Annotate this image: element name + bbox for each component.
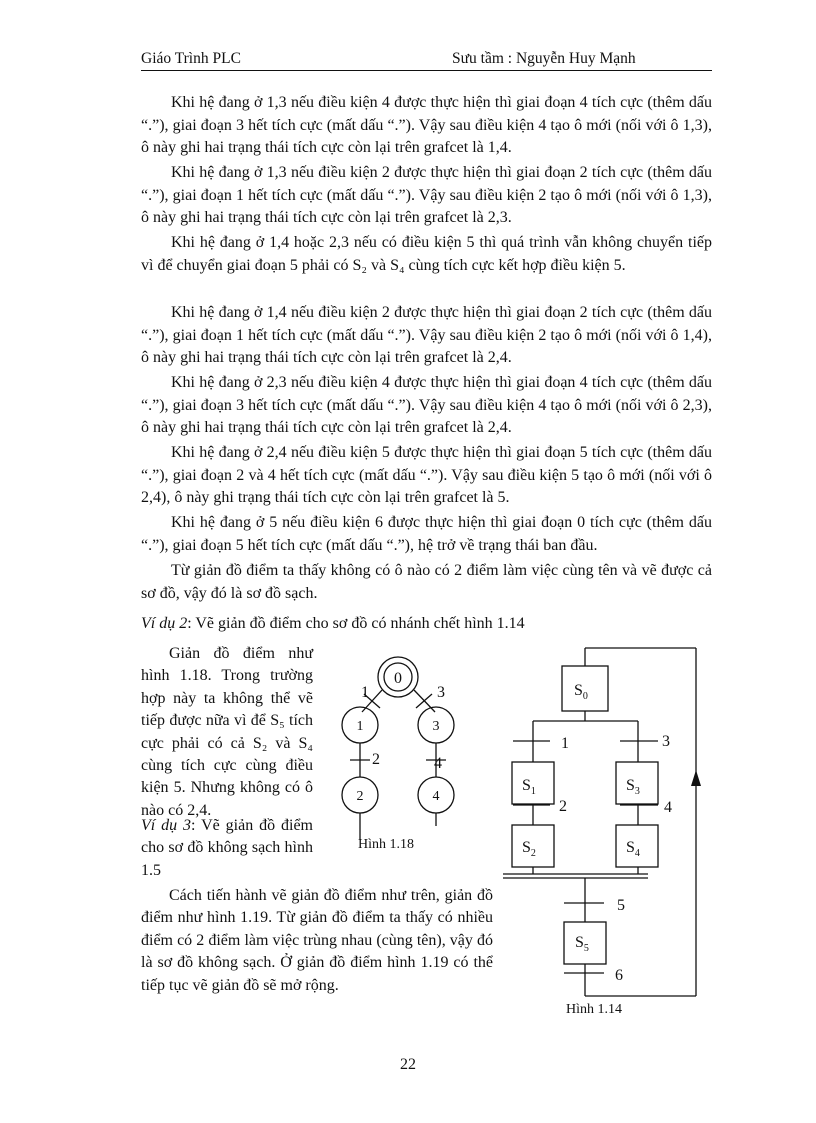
loop-arrow-icon bbox=[691, 770, 701, 786]
paragraph-6: Khi hệ đang ở 2,4 nếu điều kiện 5 được thực hiện thì giai đoạn 5 tích cực (thêm dấu “.”), giai đoạn 2 và 4 hết tích cực (mất dấu “.”). Vậy sau điều kiện 5 tạo ô mới (nối với ô 2,4), ô này ghi trạng thái tích cực còn lại trên grafcet là 5. bbox=[141, 444, 712, 506]
header-title: Giáo Trình PLC bbox=[141, 50, 241, 67]
node-2-label: 2 bbox=[356, 789, 364, 804]
example-3-line bbox=[141, 815, 313, 882]
condition-3-label: 3 bbox=[437, 684, 445, 701]
condition-3-label: 3 bbox=[662, 733, 670, 750]
column-paragraph-2: Cách tiến hành vẽ giản đồ điểm như trên, giản đồ điểm như hình 1.19. Từ giản đồ điểm ta thấy có nhiều điểm có 2 điểm làm việc trùng nhau (cùng tên), vậy đó là sơ đồ không sạch. Ở giản đồ điểm hình 1.19 có thể tiếp tục vẽ giản đồ sẽ mở rộng. bbox=[141, 887, 493, 994]
figure-1-18 bbox=[320, 640, 510, 850]
condition-1-label: 1 bbox=[361, 684, 369, 701]
step-s1-label: $S_1$ bbox=[522, 777, 536, 797]
figure-1-14 bbox=[500, 640, 720, 1010]
page-number: 22 bbox=[400, 1056, 416, 1073]
column-paragraph-1: Giản đồ điểm như hình 1.18. Trong trường hợp này ta không thể vẽ tiếp được nữa vì để S₅ tích cực phải có cả S₂ và S₄ cùng tích cực cùng điều kiện 5. Nhưng không có ô nào có 2,4. bbox=[141, 645, 313, 819]
paragraph-7: Khi hệ đang ở 5 nếu điều kiện 6 được thực hiện thì giai đoạn 0 tích cực (thêm dấu “.”), giai đoạn 5 hết tích cực (mất dấu “.”), hệ trở về trạng thái ban đầu. bbox=[141, 514, 712, 554]
condition-1-label: 1 bbox=[561, 735, 569, 752]
paragraph-3: Khi hệ đang ở 1,4 hoặc 2,3 nếu có điều kiện 5 thì quá trình vẫn không chuyển tiếp vì để chuyển giai đoạn 5 phải có S₂ và S₄ cùng tích cực kết hợp điều kiện 5. bbox=[141, 234, 712, 274]
step-s3-box bbox=[616, 762, 658, 804]
example-2-line bbox=[141, 613, 712, 636]
condition-6-label: 6 bbox=[615, 967, 623, 984]
step-s0-box bbox=[562, 666, 608, 711]
example-3-label: Ví dụ 3 bbox=[141, 817, 192, 834]
node-4-label: 4 bbox=[432, 789, 440, 804]
paragraph-1: Khi hệ đang ở 1,3 nếu điều kiện 4 được thực hiện thì giai đoạn 4 tích cực (thêm dấu “.”), giai đoạn 3 hết tích cực (mất dấu “.”). Vậy sau điều kiện 4 tạo ô mới (nối với ô 1,3), ô này ghi hai trạng thái tích cực còn lại trên grafcet là 1,4. bbox=[141, 94, 712, 156]
example-3-text: : Vẽ giản đồ điểm cho sơ đồ không sạch hình 1.5 bbox=[141, 817, 313, 879]
condition-4-label: 4 bbox=[664, 799, 672, 816]
paragraph-5: Khi hệ đang ở 2,3 nếu điều kiện 4 được thực hiện thì giai đoạn 4 tích cực (thêm dấu “.”), giai đoạn 3 hết tích cực (mất dấu “.”). Vậy sau điều kiện 4 tạo ô mới (nối với ô 2,3), ô này ghi hai trạng thái tích cực còn lại trên grafcet là 2,4. bbox=[141, 374, 712, 436]
header-rule bbox=[141, 70, 712, 71]
step-s1-box bbox=[512, 762, 554, 804]
condition-5-label: 5 bbox=[617, 897, 625, 914]
step-s4-label: $S_4$ bbox=[626, 839, 640, 859]
condition-2-label: 2 bbox=[372, 751, 380, 768]
example-2-text: : Vẽ giản đồ điểm cho sơ đồ có nhánh chết hình 1.14 bbox=[187, 615, 525, 632]
step-s3-label: $S_3$ bbox=[626, 777, 640, 797]
paragraph-2: Khi hệ đang ở 1,3 nếu điều kiện 2 được thực hiện thì giai đoạn 2 tích cực (thêm dấu “.”), giai đoạn 1 hết tích cực (mất dấu “.”). Vậy sau điều kiện 2 tạo ô mới (nối với ô 1,3), ô này ghi hai trạng thái tích cực còn lại trên grafcet là 2,3. bbox=[141, 164, 712, 226]
node-0-label: 0 bbox=[394, 670, 402, 687]
step-s2-box bbox=[512, 825, 554, 867]
header-author: Sưu tầm : Nguyễn Huy Mạnh bbox=[452, 50, 636, 67]
condition-2-label: 2 bbox=[559, 798, 567, 815]
node-1-label: 1 bbox=[356, 719, 364, 734]
step-s0-label: $S_0$ bbox=[574, 682, 588, 702]
step-s4-box bbox=[616, 825, 658, 867]
condition-4-label: 4 bbox=[434, 755, 442, 772]
paragraph-4: Khi hệ đang ở 1,4 nếu điều kiện 2 được thực hiện thì giai đoạn 2 tích cực (thêm dấu “.”), giai đoạn 1 hết tích cực (mất dấu “.”). Vậy sau điều kiện 2 tạo ô mới (nối với ô 1,4), ô này ghi hai trạng thái tích cực còn lại trên grafcet là 2,4. bbox=[141, 304, 712, 366]
paragraph-8: Từ giản đồ điểm ta thấy không có ô nào có 2 điểm làm việc cùng tên và vẽ được cả sơ đồ, vậy đó là sơ đồ sạch. bbox=[141, 562, 712, 602]
figure-1-18-caption: Hình 1.18 bbox=[358, 837, 414, 852]
step-s5-label: $S_5$ bbox=[575, 934, 589, 954]
step-s2-label: $S_2$ bbox=[522, 839, 536, 859]
node-3-label: 3 bbox=[432, 719, 440, 734]
figure-1-14-caption: Hình 1.14 bbox=[566, 1002, 622, 1017]
example-2-label: Ví dụ 2 bbox=[141, 615, 188, 632]
